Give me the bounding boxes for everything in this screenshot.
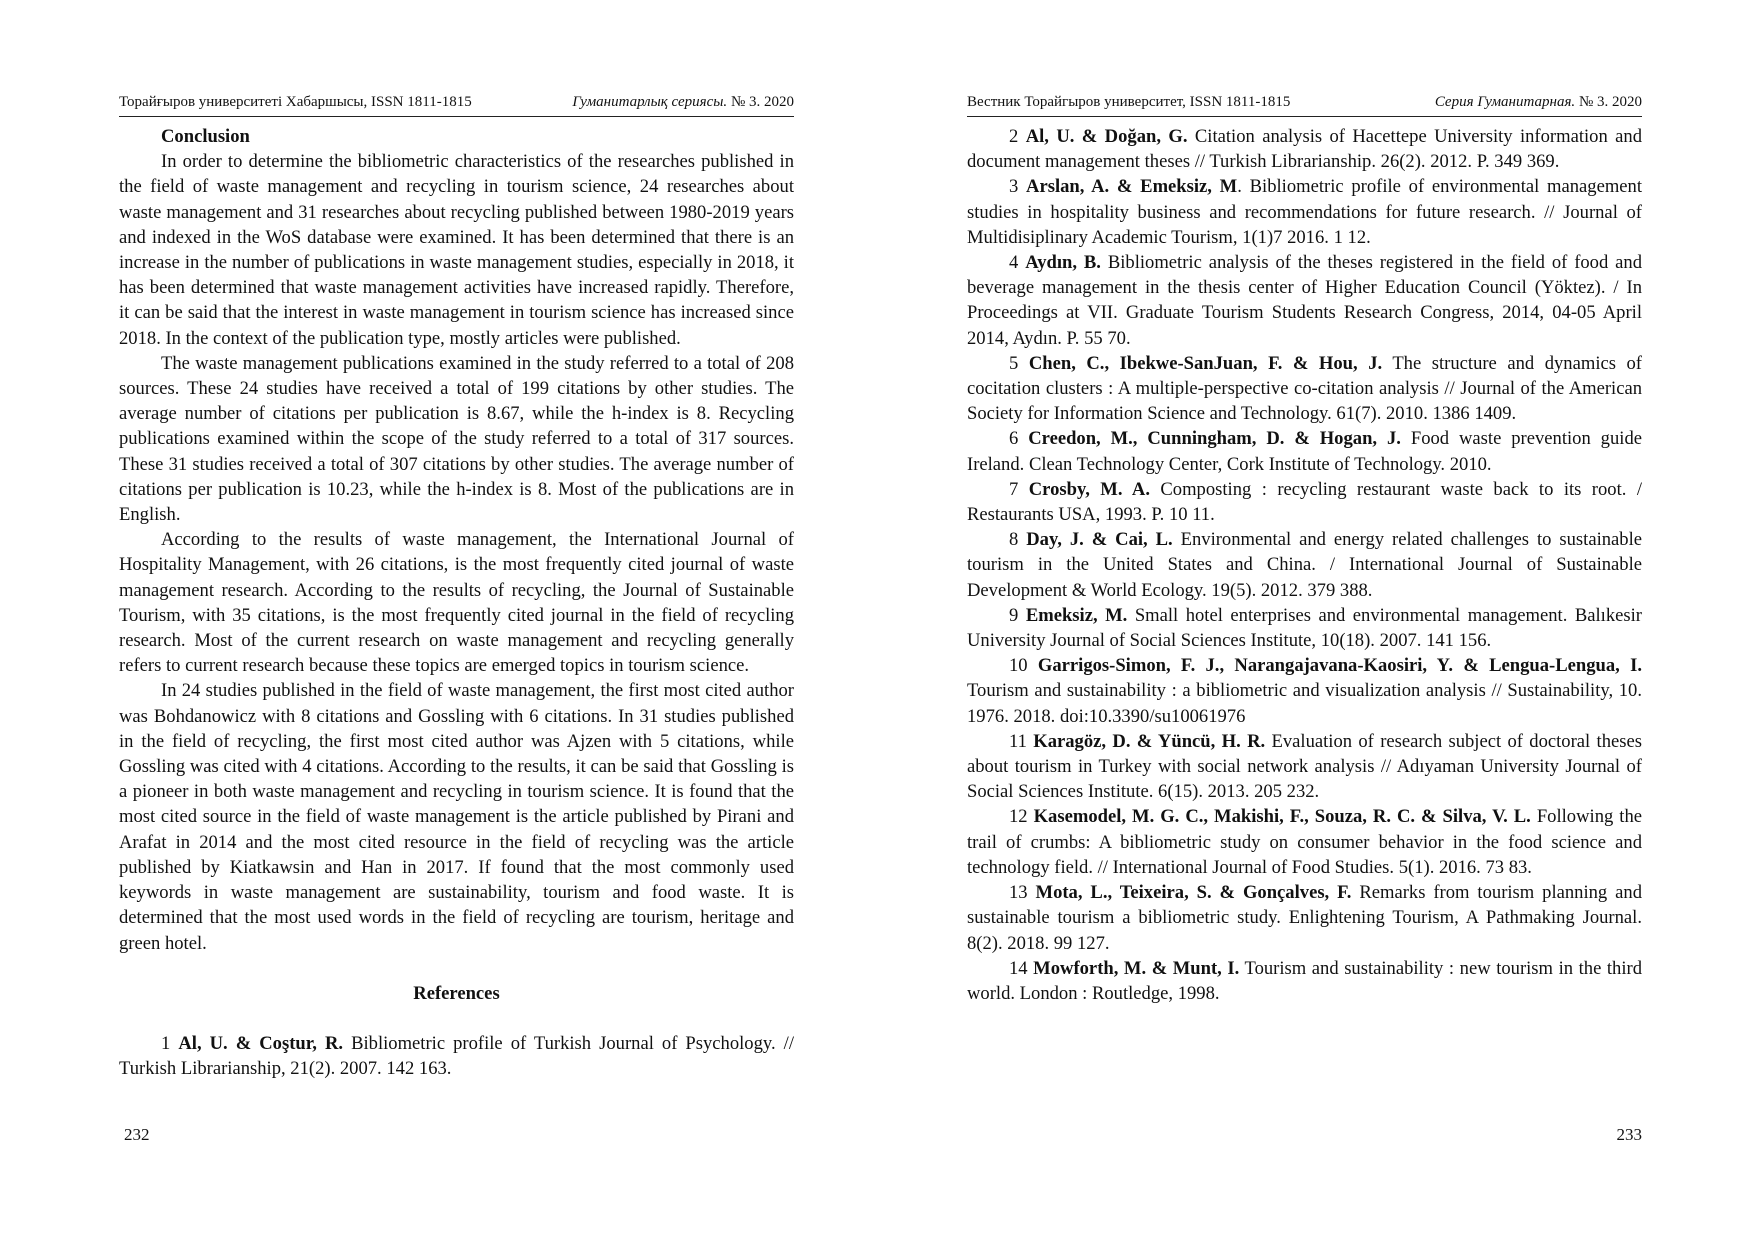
reference-text: . Bibliometric profile of environmental management studies in hospitality business and recommendations for future research. // Journal of Multidisiplinary Academic Tourism, 1(1)7 2016. 1 12. — [967, 176, 1643, 248]
reference-text: Following the trail of crumbs: A bibliometric study on consumer behavior in the food science and technology field. // International Journal of Food Studies. 5(1). 2016. 73 83. — [967, 806, 1643, 878]
reference-item — [967, 804, 1642, 880]
reference-text: Remarks from tourism planning and sustainable tourism a bibliometric study. Enlightening Tourism, A Pathmaking Journal. 8(2). 2018. 99 127. — [967, 882, 1642, 954]
reference-text: The structure and dynamics of cocitation clusters : A multiple-perspective co-citation analysis // Journal of the American Society for Information Science and Technology. 61(7). 2010. 1386 1409. — [967, 352, 1642, 425]
reference-authors: Mota, L., Teixeira, S. & Gonçalves, F. — [1035, 882, 1352, 904]
reference-item — [967, 527, 1642, 603]
reference-text: Small hotel enterprises and environmental management. Balıkesir University Journal of Social Sciences Institute, 10(18). 2007. 141 156. — [967, 604, 1642, 652]
reference-number: 3 — [1009, 176, 1027, 198]
reference-authors: Emeksiz, M. — [1025, 604, 1128, 626]
reference-item — [967, 174, 1642, 250]
reference-text: Food waste prevention guide Ireland. Clean Technology Center, Cork Institute of Technology. 2010. — [967, 428, 1642, 475]
conclusion-paragraph: According to the results of waste management, the International Journal of Hospitality Management, with 26 citations, is the most frequently cited journal of waste management research. According to the results of recycling, the Journal of Sustainable Tourism, with 35 citations, is the most frequently cited journal in the field of recycling research. Most of the current research on waste management and recycling generally refers to current research because these topics are emerged topics in tourism science. — [119, 529, 794, 677]
reference-number: 2 — [1009, 126, 1026, 147]
reference-authors: Al, U. & Coştur, R. — [178, 1032, 344, 1054]
reference-number: 4 — [1009, 252, 1026, 274]
reference-number: 5 — [1009, 352, 1029, 374]
reference-item — [967, 729, 1642, 805]
reference-number: 8 — [1009, 529, 1027, 551]
references-heading: References — [413, 982, 500, 1004]
reference-text: Bibliometric analysis of the theses registered in the field of food and beverage management in the thesis center of Higher Education Council (Yöktez). / In Proceedings at VII. Graduate Tourism Students Research Congress, 2014, 04-05 April 2014, Aydın. P. 55 70. — [967, 252, 1643, 349]
conclusion-paragraph: The waste management publications examined in the study referred to a total of 208 sources. These 24 studies have received a total of 199 citations by other studies. The average number of citations per publication is 8.67, while the h-index is 8. Recycling publications examined within the scope of the study referred to a total of 317 sources. These 31 studies received a total of 307 citations by other studies. The average number of citations per publication is 10.23, while the h-index is 8. Most of the publications are in English. — [119, 352, 794, 526]
header-issue: № 3. 2020 — [1575, 94, 1642, 110]
reference-number: 11 — [1009, 730, 1034, 752]
reference-authors: Crosby, M. A. — [1028, 478, 1150, 500]
reference-number: 9 — [1009, 604, 1026, 626]
reference-item — [967, 124, 1642, 174]
conclusion-paragraph: In 24 studies published in the field of waste management, the first most cited author was Bohdanowicz with 8 citations and Gossling with 6 citations. In 31 studies published in the field of recycling, the first most cited author was Ajzen with 5 citations, while Gossling was cited with 4 citations. According to the results, it can be said that Gossling is a pioneer in both waste management and recycling in tourism science. It is found that the most cited source in the field of waste management is the article published by Pirani and Arafat in 2014 and the most cited resource in the field of recycling was the article published by Kiatkawsin and Han in 2017. If found that the most commonly used keywords in waste management are sustainability, tourism and food waste. It is determined that the most used words in the field of recycling are tourism, heritage and green hotel. — [119, 680, 794, 954]
reference-authors: Day, J. & Cai, L. — [1026, 529, 1173, 551]
page-number: 233 — [1616, 1125, 1642, 1144]
header-series — [572, 94, 794, 111]
right-body — [967, 124, 1642, 1006]
reference-item — [967, 351, 1642, 427]
reference-number: 14 — [1009, 957, 1034, 979]
reference-item — [967, 653, 1642, 729]
reference-number: 13 — [1009, 882, 1036, 904]
reference-number: 10 — [1009, 655, 1038, 677]
running-header — [967, 92, 1642, 117]
reference-item — [967, 603, 1642, 653]
reference-authors: Mowforth, M. & Munt, I. — [1033, 957, 1240, 979]
header-journal: Вестник Торайгыров университет, ISSN 1811-1815 — [967, 94, 1291, 110]
reference-authors: Aydın, B. — [1025, 252, 1101, 274]
conclusion-heading: Conclusion — [161, 126, 250, 147]
reference-item — [119, 1031, 794, 1081]
reference-authors: Arslan, A. & Emeksiz, M — [1026, 176, 1238, 198]
reference-text: Citation analysis of Hacettepe University information and document management theses // Turkish Librarianship. 26(2). 2012. P. 349 369. — [967, 126, 1642, 173]
reference-number: 12 — [1009, 806, 1034, 828]
reference-text: Bibliometric profile of Turkish Journal of Psychology. // Turkish Librarianship, 21(2). 2007. 142 163. — [119, 1032, 795, 1080]
reference-authors: Karagöz, D. & Yüncü, H. R. — [1033, 730, 1266, 752]
reference-authors: Al, U. & Doğan, G. — [1025, 126, 1188, 147]
reference-authors: Creedon, M., Cunningham, D. & Hogan, J. — [1028, 428, 1401, 450]
reference-item — [967, 477, 1642, 527]
reference-authors: Garrigos-Simon, F. J., Narangajavana-Kaosiri, Y. & Lengua-Lengua, I. — [1037, 655, 1642, 677]
reference-text: Evaluation of research subject of doctoral theses about tourism in Turkey with social network analysis // Adıyaman University Journal of Social Sciences Institute. 6(15). 2013. 205 232. — [967, 730, 1642, 803]
reference-item — [967, 426, 1642, 476]
reference-number: 7 — [1009, 478, 1029, 500]
header-series-name: Серия Гуманитарная. — [1434, 94, 1576, 110]
reference-number: 1 — [161, 1032, 179, 1054]
conclusion-paragraph: In order to determine the bibliometric characteristics of the researches published in the field of waste management and recycling in tourism science, 24 researches about waste management and 31 researches about recycling published between 1980-2019 years and indexed in the WoS database were examined. It has been determined that there is an increase in the number of publications in waste management studies, especially in 2018, it has been determined that waste management activities have increased rapidly. Therefore, it can be said that the interest in waste management in tourism science has increased since 2018. In the context of the publication type, mostly articles were published. — [119, 151, 794, 349]
header-series — [1435, 94, 1642, 111]
reference-text: Tourism and sustainability : new tourism in the third world. London : Routledge, 1998. — [967, 957, 1642, 1004]
reference-authors: Chen, C., Ibekwe-SanJuan, F. & Hou, J. — [1028, 352, 1383, 374]
left-body — [119, 124, 794, 1081]
reference-text: Environmental and energy related challenges to sustainable tourism in the United States and China. / International Journal of Sustainable Development & World Ecology. 19(5). 2012. 379 388. — [967, 529, 1642, 601]
reference-text: Composting : recycling restaurant waste back to its root. / Restaurants USA, 1993. P. 10 11. — [967, 478, 1642, 526]
reference-number: 6 — [1009, 428, 1029, 450]
reference-item — [967, 250, 1642, 351]
running-header — [119, 92, 794, 117]
header-journal: Торайғыров университеті Хабаршысы, ISSN 1811-1815 — [119, 94, 472, 110]
reference-item — [967, 956, 1642, 1006]
reference-item — [967, 880, 1642, 956]
header-issue: № 3. 2020 — [727, 94, 794, 110]
header-series-name: Гуманитарлық сериясы. — [572, 94, 728, 110]
page-number: 232 — [124, 1125, 150, 1144]
reference-text: Tourism and sustainability : a bibliometric and visualization analysis // Sustainability, 10. 1976. 2018. doi:10.3390/su10061976 — [967, 680, 1642, 727]
reference-authors: Kasemodel, M. G. C., Makishi, F., Souza, R. C. & Silva, V. L. — [1033, 806, 1531, 828]
